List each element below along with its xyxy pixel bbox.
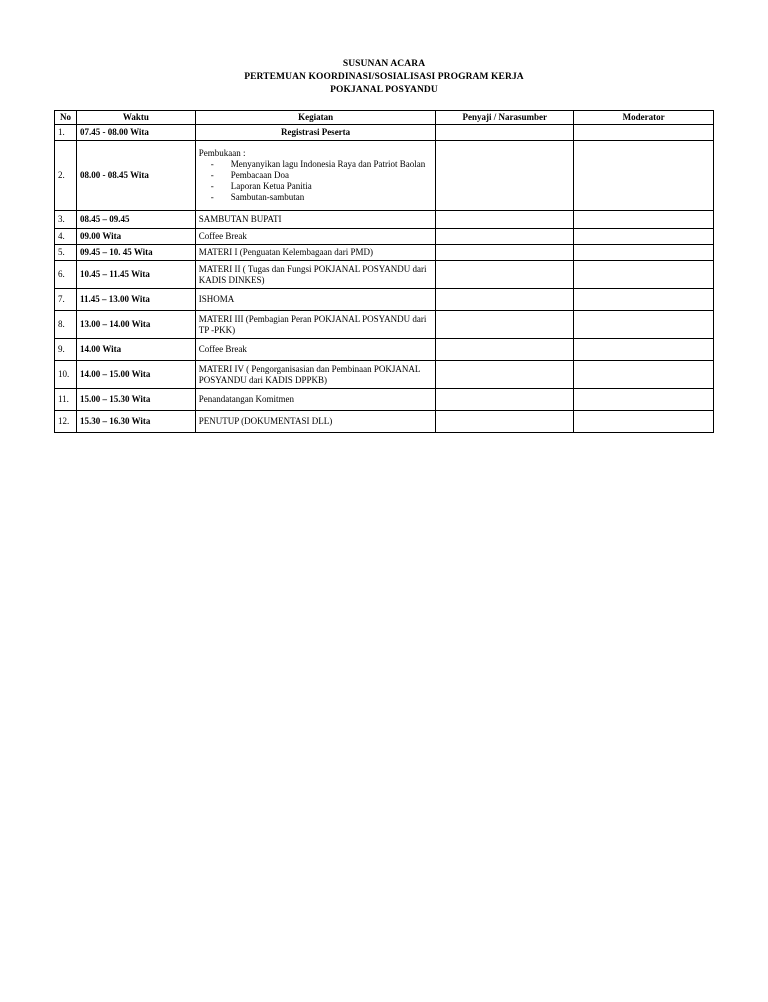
row-number: 10. [55, 361, 77, 389]
row-moderator [574, 245, 714, 261]
table-row [55, 211, 714, 229]
table-row [55, 261, 714, 289]
row-activity: MATERI II ( Tugas dan Fungsi POKJANAL POSYANDU dari KADIS DINKES) [195, 261, 436, 289]
row-activity: ISHOMA [195, 289, 436, 311]
title-line-3: POKJANAL POSYANDU [330, 85, 438, 95]
row-activity: MATERI IV ( Pengorganisasian dan Pembinaan POKJANAL POSYANDU dari KADIS DPPKB) [195, 361, 436, 389]
row-speaker [436, 411, 574, 433]
list-item: - Laporan Ketua Panitia [211, 181, 433, 192]
row-speaker [436, 125, 574, 141]
table-row [55, 125, 714, 141]
table-row [55, 229, 714, 245]
row-activity: MATERI III (Pembagian Peran POKJANAL POSYANDU dari TP -PKK) [195, 311, 436, 339]
table-row [55, 289, 714, 311]
row-number: 9. [55, 339, 77, 361]
row-number: 3. [55, 211, 77, 229]
document-title-block [0, 58, 768, 97]
table-row [55, 245, 714, 261]
row-speaker [436, 245, 574, 261]
header-no: No [55, 111, 77, 125]
title-line-1: SUSUNAN ACARA [342, 59, 426, 69]
title-line-2: PERTEMUAN KOORDINASI/SOSIALISASI PROGRAM KERJA [244, 72, 524, 82]
row-moderator [574, 311, 714, 339]
opening-subitems [199, 159, 433, 203]
row-time: 15.30 – 16.30 Wita [76, 411, 195, 433]
table-row [55, 361, 714, 389]
row-activity [195, 141, 436, 211]
row-time: 07.45 - 08.00 Wita [76, 125, 195, 141]
row-number: 8. [55, 311, 77, 339]
row-time: 08.45 – 09.45 [76, 211, 195, 229]
row-number: 5. [55, 245, 77, 261]
row-moderator [574, 411, 714, 433]
row-speaker [436, 229, 574, 245]
row-moderator [574, 261, 714, 289]
row-speaker [436, 289, 574, 311]
opening-label: Pembukaan : [198, 148, 246, 158]
row-activity: MATERI I (Penguatan Kelembagaan dari PMD) [195, 245, 436, 261]
row-activity: Coffee Break [195, 339, 436, 361]
row-speaker [436, 141, 574, 211]
row-time: 14.00 Wita [76, 339, 195, 361]
list-item: - Menyanyikan lagu Indonesia Raya dan Patriot Baolan [211, 159, 433, 170]
list-item: - Pembacaan Doa [211, 170, 433, 181]
row-time: 11.45 – 13.00 Wita [76, 289, 195, 311]
row-activity: PENUTUP (DOKUMENTASI DLL) [195, 411, 436, 433]
row-moderator [574, 229, 714, 245]
row-activity: Penandatangan Komitmen [195, 389, 436, 411]
row-number: 12. [55, 411, 77, 433]
row-speaker [436, 389, 574, 411]
row-time: 09.45 – 10. 45 Wita [76, 245, 195, 261]
row-time: 13.00 – 14.00 Wita [76, 311, 195, 339]
list-item: - Sambutan-sambutan [211, 192, 433, 203]
header-speaker: Penyaji / Narasumber [436, 111, 574, 125]
row-moderator [574, 389, 714, 411]
row-moderator [574, 141, 714, 211]
row-moderator [574, 289, 714, 311]
table-row [55, 339, 714, 361]
row-moderator [574, 125, 714, 141]
row-speaker [436, 339, 574, 361]
table-row [55, 141, 714, 211]
row-moderator [574, 339, 714, 361]
row-time: 10.45 – 11.45 Wita [76, 261, 195, 289]
row-number: 4. [55, 229, 77, 245]
row-time: 14.00 – 15.00 Wita [76, 361, 195, 389]
row-speaker [436, 211, 574, 229]
row-number: 1. [55, 125, 77, 141]
table-row [55, 411, 714, 433]
row-number: 7. [55, 289, 77, 311]
row-activity: Coffee Break [195, 229, 436, 245]
table-row [55, 389, 714, 411]
row-number: 11. [55, 389, 77, 411]
header-moderator: Moderator [574, 111, 714, 125]
header-time: Waktu [76, 111, 195, 125]
row-time: 15.00 – 15.30 Wita [76, 389, 195, 411]
row-speaker [436, 261, 574, 289]
table-row [55, 311, 714, 339]
row-activity: SAMBUTAN BUPATI [195, 211, 436, 229]
header-activity: Kegiatan [195, 111, 436, 125]
agenda-table [54, 110, 714, 433]
row-moderator [574, 361, 714, 389]
row-moderator [574, 211, 714, 229]
row-speaker [436, 311, 574, 339]
row-number: 2. [55, 141, 77, 211]
row-time: 09.00 Wita [76, 229, 195, 245]
table-header-row [55, 111, 714, 125]
row-time: 08.00 - 08.45 Wita [76, 141, 195, 211]
row-activity: Registrasi Peserta [195, 125, 436, 141]
row-number: 6. [55, 261, 77, 289]
row-speaker [436, 361, 574, 389]
